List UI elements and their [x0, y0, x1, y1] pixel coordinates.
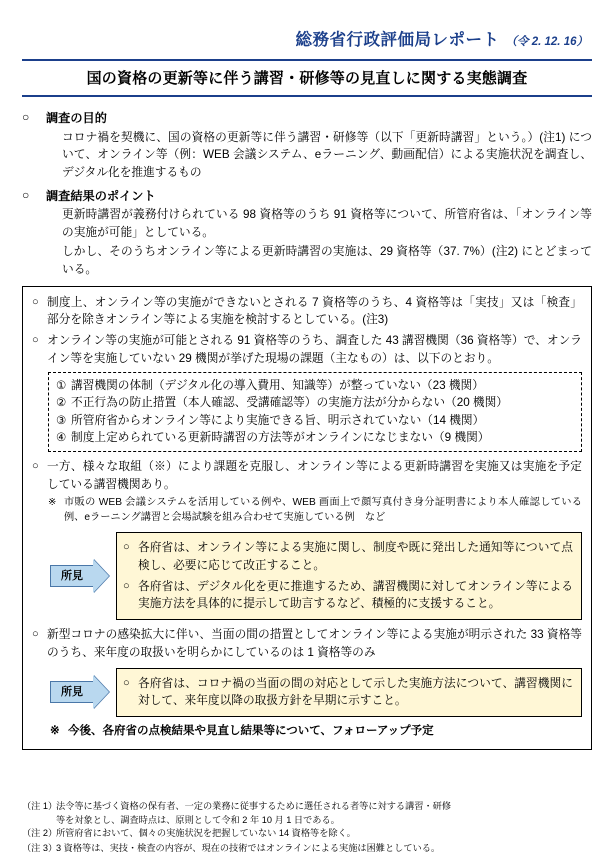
finding-1-tag — [50, 532, 116, 620]
section-results-title: 調査結果のポイント — [46, 188, 156, 203]
asterisk-marker-icon: ※ — [50, 725, 60, 738]
circle-marker-icon: ○ — [123, 579, 130, 592]
box-bullet-3 — [32, 458, 582, 494]
circle-marker-icon: ○ — [32, 628, 39, 641]
finding-1-tag-label: 所見 — [50, 565, 94, 587]
circle-marker-icon: ○ — [32, 459, 39, 472]
section-purpose-body: コロナ禍を契機に、国の資格の更新等に伴う講習・研修等（以下「更新時講習」という。）(注1) について、オンライン等（例：WEB 会議システム、eラーニング、動画配信）による実施状況を調査し、デジタル化を推進するもの — [62, 130, 592, 180]
page-title: 国の資格の更新等に伴う講習・研修等の見直しに関する実態調査 — [86, 70, 528, 87]
finding-2-item-1-text: 各府省は、コロナ禍の当面の間の対応として示した実施方法について、講習機関に対して、来年度以降の取扱方針を早期に示すこと。 — [138, 676, 573, 708]
list-item-text: 講習機関の体制（デジタル化の導入費用、知識等）が整っていない（23 機関） — [71, 378, 484, 392]
section-results-head — [22, 187, 592, 206]
box-bullet-2-text: オンライン等の実施が可能とされる 91 資格等のうち、調査した 43 講習機関（36 資格等）で、オンライン等を実施していない 29 機関が挙げた現場の課題（主なもの）は、以下のとおり。 — [47, 334, 582, 365]
list-item — [56, 394, 574, 412]
section-results-text-1 — [62, 206, 592, 242]
footnote-2 — [22, 827, 592, 840]
followup-note-text: 今後、各府省の点検結果や見直し結果等について、フォローアップ予定 — [68, 725, 434, 738]
circle-marker-icon: ○ — [22, 187, 30, 202]
list-item-number: ② — [56, 396, 67, 410]
footnote-2-text: 所管府省において、個々の実施状況を把握していない 14 資格等を除く。 — [56, 828, 356, 839]
section-purpose-title: 調査の目的 — [46, 111, 107, 125]
list-item-number: ① — [56, 378, 67, 392]
section-results-text-2 — [62, 243, 592, 279]
list-item-text: 不正行為の防止措置（本人確認、受講確認等）の実施方法が分からない（20 機関） — [71, 396, 508, 410]
circle-marker-icon: ○ — [22, 110, 30, 124]
finding-1-box — [116, 532, 582, 620]
list-item — [56, 429, 574, 447]
circle-marker-icon: ○ — [32, 334, 39, 347]
circle-marker-icon: ○ — [123, 541, 130, 553]
finding-2-tag — [50, 668, 116, 718]
finding-2-item-1 — [123, 675, 573, 711]
footnote-1 — [22, 800, 592, 813]
box-bullet-1-text: 制度上、オンライン等の実施ができないとされる 7 資格等のうち、4 資格等は「実技」又は「検査」部分を除きオンライン等による実施を検討するとしている。(注3) — [47, 295, 582, 327]
footnote-1-text-cont: 等を対象とし、調査時点は、原則として令和 2 年 10 月 1 日である。 — [56, 814, 340, 825]
finding-1-item-2-text: 各府省は、デジタル化を更に推進するため、講習機関に対してオンライン等による実施方法を具体的に提示して助言するなど、積極的に支援すること。 — [138, 579, 573, 611]
finding-2-tag-label: 所見 — [50, 681, 94, 703]
box-bullet-1 — [32, 294, 582, 330]
finding-1-item-2 — [123, 578, 573, 614]
footnote-1-mark: （注 1） — [22, 800, 58, 811]
finding-1-item-1 — [123, 539, 573, 575]
footnote-1-text: 法令等に基づく資格の保有者、一定の業務に従事するために選任される者等に対する講習・研修 — [56, 800, 452, 811]
section-purpose — [22, 109, 592, 182]
box-note — [48, 496, 582, 526]
arrow-icon — [50, 675, 112, 709]
list-item-number: ④ — [56, 431, 67, 445]
arrow-icon — [50, 559, 112, 593]
section-purpose-text — [62, 129, 592, 182]
section-results-body-2: しかし、そのうちオンライン等による更新時講習の実施は、29 資格等（37. 7%）(注2) にとどまっている。 — [62, 245, 592, 276]
document-title-band — [22, 59, 592, 97]
footnote-3 — [22, 842, 592, 855]
list-item-number: ③ — [56, 413, 67, 427]
box-note-text: 市販の WEB 会議システムを活用している例や、WEB 画面上で顔写真付き身分証明書により本人確認している例、eラーニング講習と会場試験を組み合わせて実施している例 など — [64, 497, 582, 524]
arrow-head-icon — [93, 559, 109, 593]
footnote-2-mark: （注 2） — [22, 828, 58, 839]
list-item — [56, 377, 574, 395]
footnote-3-mark: （注 3） — [22, 842, 58, 853]
section-purpose-head — [22, 109, 592, 128]
followup-note — [50, 723, 582, 740]
list-item-text: 所管府省からオンライン等により実施できる旨、明示されていない（14 機関） — [71, 413, 485, 427]
finding-2 — [50, 668, 582, 718]
box-bullet-4-text: 新型コロナの感染拡大に伴い、当面の間の措置としてオンライン等による実施が明示された 33 資格等のうち、来年度の取扱いを明らかにしているのは 1 資格等のみ — [47, 628, 582, 659]
footnotes — [22, 800, 592, 856]
issues-list — [48, 372, 582, 452]
report-header — [22, 26, 592, 50]
report-header-date: （令 2. 12. 16） — [505, 36, 588, 48]
arrow-head-icon — [93, 675, 109, 709]
report-body — [22, 109, 592, 750]
list-item-text: 制度上定められている更新時講習の方法等がオンラインになじまない（9 機関） — [71, 431, 490, 445]
box-bullet-4 — [32, 626, 582, 662]
list-item — [56, 412, 574, 430]
finding-1 — [50, 532, 582, 620]
footnote-3-text: 3 資格等は、実技・検査の内容が、現在の技術ではオンラインによる実施は困難としている。 — [56, 842, 441, 853]
box-bullet-2 — [32, 332, 582, 368]
finding-2-box — [116, 668, 582, 718]
section-results-body-1: 更新時講習が義務付けられている 98 資格等のうち 91 資格等について、所管府省は、「オンライン等の実施が可能」としている。 — [62, 208, 592, 240]
circle-marker-icon: ○ — [32, 295, 39, 308]
section-results — [22, 187, 592, 279]
findings-box — [22, 286, 592, 750]
box-bullet-3-text: 一方、様々な取組（※）により課題を克服し、オンライン等による更新時講習を実施又は実施を予定している講習機関あり。 — [47, 459, 582, 491]
asterisk-marker-icon: ※ — [48, 497, 57, 509]
circle-marker-icon: ○ — [123, 676, 130, 689]
finding-1-item-1-text: 各府省は、オンライン等による実施に関し、制度や既に発出した通知等について点検し、必要に応じて改正すること。 — [138, 541, 573, 572]
report-header-title: 総務省行政評価局レポート — [295, 31, 500, 49]
